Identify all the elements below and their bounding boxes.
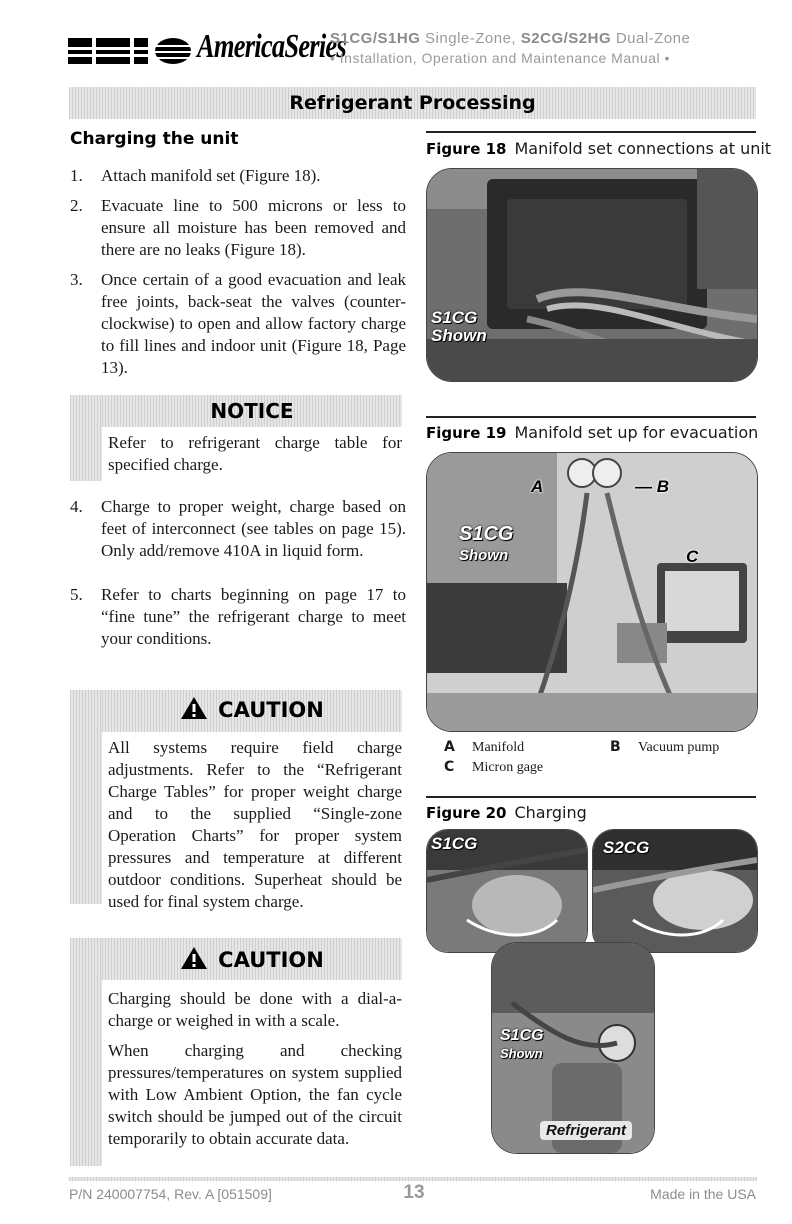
caution-title-1: CAUTION [102, 696, 402, 722]
caution-box-1 [70, 690, 402, 910]
refrigerant-tank-label: Refrigerant [540, 1121, 632, 1140]
figure-19-photo [426, 452, 758, 732]
caution-text-2: Charging should be done with a dial-a-charge or weighed in with a scale. When charging and checking pressures/temperatures on system supplied with Low Ambient Option, the fan cycle switch should be jumped out of the circuit temporarily to obtain accurate data. [108, 989, 402, 1148]
list-item: 5. Refer to charts beginning on page 17 to “fine tune” the refrigerant charge to meet your conditions. [70, 585, 406, 648]
list-item: 1. Attach manifold set (Figure 18). [70, 166, 321, 185]
figure-19-legend: A Manifold B Vacuum pump C Micron gage [444, 739, 720, 775]
figure-20-photo-left [426, 829, 588, 953]
divider [426, 796, 756, 798]
emi-logo [68, 32, 198, 68]
divider [426, 416, 756, 418]
figure-20-caption: Figure 20 Charging [426, 803, 587, 822]
warning-icon [180, 696, 208, 720]
notice-text: Refer to refrigerant charge table for specified charge. [108, 433, 402, 474]
list-item: 2. Evacuate line to 500 microns or less to ensure all moisture has been removed and there are no leaks (Figure 18). [70, 196, 406, 259]
header-subtitle: • Installation, Operation and Maintenance Manual • [330, 50, 670, 66]
figure-20-badge-right: S2CG [603, 838, 650, 857]
divider [426, 131, 756, 133]
callout-a: A [531, 477, 544, 496]
header-models-line: S1CG/S1HG Single-Zone, S2CG/S2HG Dual-Zone [330, 30, 691, 47]
made-in-usa: Made in the USA [650, 1186, 756, 1202]
figure-20-badge-bottom: S1CG Shown [500, 1027, 544, 1061]
section-title: Refrigerant Processing [289, 92, 536, 114]
figure-20-badge-left: S1CG [431, 834, 478, 853]
notice-title: NOTICE [210, 399, 294, 423]
figure-18-photo [426, 168, 758, 382]
list-item: 3. Once certain of a good evacuation and leak free joints, back-seat the valves (counter-clockwise) to open and allow factory charge to fill lines and indoor unit (Figure 18, Page 13). [70, 270, 406, 377]
steps-list-b [70, 496, 406, 658]
warning-icon [180, 946, 208, 970]
part-number: P/N 240007754, Rev. A [051509] [69, 1186, 272, 1202]
page-number: 13 [403, 1182, 425, 1203]
charging-heading: Charging the unit [70, 129, 239, 149]
footer-rule [69, 1177, 757, 1181]
figure-20-photo-bottom [491, 942, 655, 1154]
figure-18-badge: S1CG Shown [431, 308, 487, 345]
section-banner [69, 87, 756, 119]
caution-box-2 [70, 938, 402, 1170]
callout-b: — B [635, 477, 670, 496]
figure-18-caption: Figure 18 Manifold set connections at unit [426, 139, 772, 158]
series-logo: AmericaSeries [197, 28, 346, 65]
callout-c: C [686, 547, 699, 566]
figure-20-photo-right [592, 829, 758, 953]
steps-list-a [70, 165, 406, 387]
caution-title-2: CAUTION [102, 946, 402, 972]
caution-text-1: All systems require field charge adjustments. Refer to the “Refrigerant Charge Tables” for proper weight charge and to the supplied “Single-zone Operation Charts” for proper system pressures and temperature at different outdoor conditions. Superheat should be used for final system charge. [108, 738, 402, 911]
list-item: 4. Charge to proper weight, charge based on feet of interconnect (see tables on page 15). Only add/remove 410A in liquid form. [70, 497, 406, 560]
figure-19-caption: Figure 19 Manifold set up for evacuation [426, 423, 759, 442]
figure-19-badge: S1CG Shown [459, 523, 514, 564]
notice-box [70, 395, 402, 485]
